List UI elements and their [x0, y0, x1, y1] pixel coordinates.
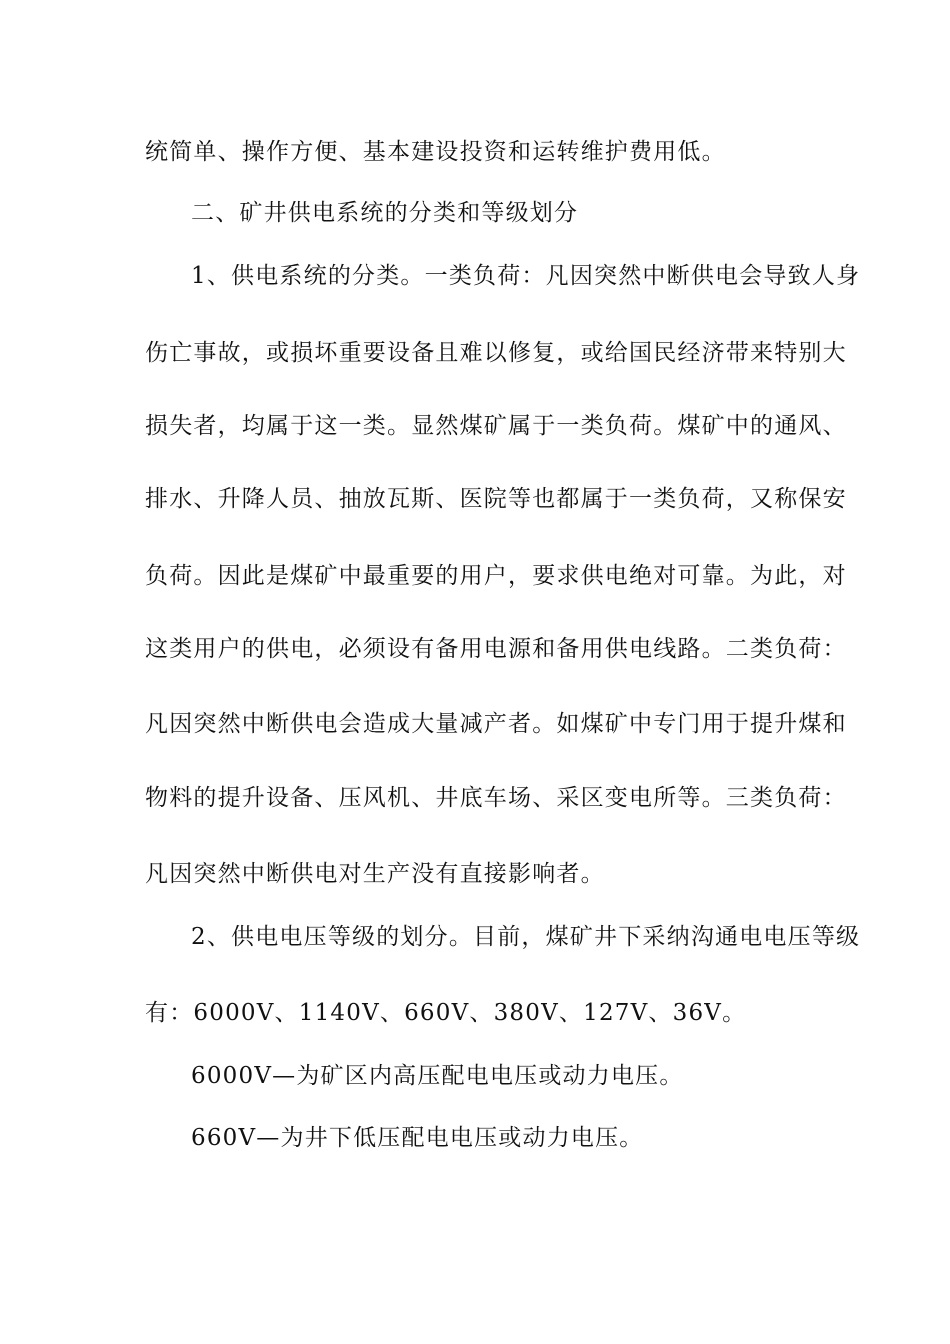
- text-line: 损失者，均属于这一类。显然煤矿属于一类负荷。煤矿中的通风、: [145, 413, 847, 439]
- text-line: 负荷。因此是煤矿中最重要的用户，要求供电绝对可靠。为此，对: [145, 563, 847, 589]
- text-line: 2、供电电压等级的划分。目前，煤矿井下采纳沟通电电压等级: [191, 924, 861, 950]
- text-line: 排水、升降人员、抽放瓦斯、医院等也都属于一类负荷，又称保安: [145, 486, 847, 512]
- text-line: 伤亡事故，或损坏重要设备且难以修复，或给国民经济带来特别大: [145, 340, 847, 366]
- text-line: 凡因突然中断供电对生产没有直接影响者。: [145, 861, 605, 887]
- section-heading: 二、矿井供电系统的分类和等级划分: [191, 200, 579, 226]
- text-line: 凡因突然中断供电会造成大量减产者。如煤矿中专门用于提升煤和: [145, 711, 847, 737]
- text-line: 660V—为井下低压配电电压或动力电压。: [191, 1125, 644, 1151]
- text-line: 6000V—为矿区内高压配电电压或动力电压。: [191, 1063, 684, 1089]
- text-line: 物料的提升设备、压风机、井底车场、采区变电所等。三类负荷：: [145, 785, 847, 811]
- text-line: 统简单、操作方便、基本建设投资和运转维护费用低。: [145, 139, 726, 165]
- text-line: 1、供电系统的分类。一类负荷：凡因突然中断供电会导致人身: [191, 263, 861, 289]
- text-line: 这类用户的供电，必须设有备用电源和备用供电线路。二类负荷：: [145, 636, 847, 662]
- text-line: 有：6000V、1140V、660V、380V、127V、36V。: [145, 1000, 747, 1026]
